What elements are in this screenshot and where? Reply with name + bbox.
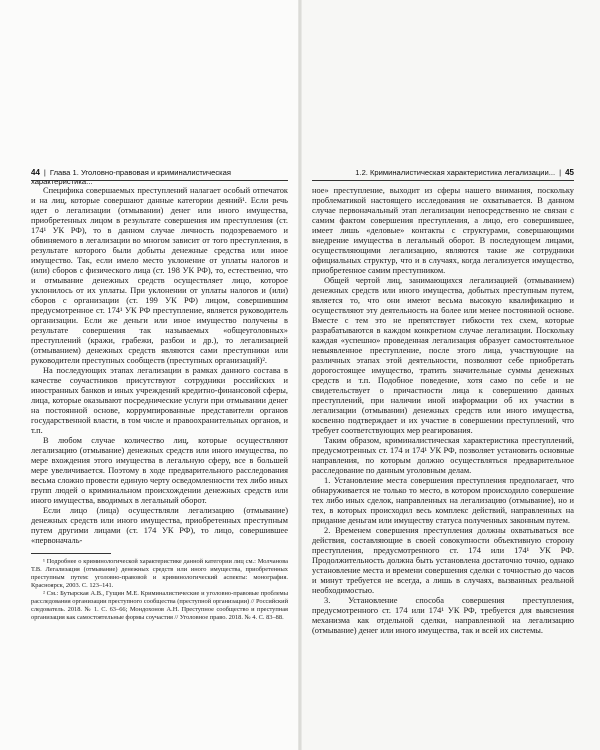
left-page-number: 44 <box>31 168 40 177</box>
paragraph: В любом случае количество лиц, которые осуществляют легализацию (отмывание) денежных средств или иного имущества, по мере вхождения этого имущества в легальную сферу, все в большей мере увеличивается. Поэтому в ходе предварительного расследования весьма сложно провести единую черту осведомленности тех либо иных групп людей о криминальном происхождении денежных средств или иного имущества, вводимых в легальный оборот. <box>31 436 288 505</box>
paragraph: 2. Временем совершения преступления должны охватываться все действия, составляющие в своей совокупности объективную сторону преступления, предусмотренного ст. 174 или 174¹ УК РФ. Продолжительность должна быть установлена достаточно точно, однако установление места и времени совершения сделки с точностью до часов и минут требуется не всегда, а лишь в случаях, вызванных реальной необходимостью. <box>312 526 574 595</box>
footnotes <box>31 558 288 622</box>
header-separator: | <box>559 168 562 177</box>
footnote-rule <box>31 553 111 554</box>
paragraph: Если лицо (лица) осуществляли легализацию (отмывание) денежных средств или иного имущества, приобретенных преступным путем другими лицами (ст. 174 УК РФ), то лицо, совершившее «первоначаль- <box>31 506 288 545</box>
book-gutter <box>298 0 302 750</box>
right-page-body <box>312 186 574 636</box>
right-header-rule <box>312 180 574 181</box>
right-page <box>300 0 600 750</box>
right-page-running-title: 1.2. Криминалистическая характеристика легализации... <box>355 168 556 177</box>
paragraph: 1. Установление места совершения преступления предполагает, что обнаруживается не только то место, в котором происходило совершение тех либо иных сделок, направленных на легализацию (отмывание), но и тех, в которых происходил весь комплекс действий, направленных на придание деньгам или имуществу статуса полученных законным путем. <box>312 476 574 525</box>
footnote: ² См.: Бутырская А.В., Гущин М.Е. Криминалистические и уголовно-правовые проблемы расследования организации преступного сообщества (преступной организации) // Российский следователь. 2018. № 1. С. 63–66; Мондохонов А.Н. Преступное сообщество и преступная организация как самостоятельные формы соучастия // Уголовное право. 2018. № 4. С. 83–88. <box>31 590 288 621</box>
left-header-rule <box>31 180 288 181</box>
paragraph: Специфика совершаемых преступлений налагает особый отпечаток и на лиц, которые совершают данные категории деяний¹. Если речь идет о легализации (отмывании) денег или иного имущества, приобретенных лицом в результате совершения им преступления (ст. 174¹ УК РФ), то в данном случае личность подозреваемого и обвиняемого в легализации во многом зависит от того преступления, в результате которого были добыты денежные средства или иное имущество. Так, если имело место уклонение от уплаты налогов и (или) сборов с физического лица (ст. 198 УК РФ), то, естественно, что и отмывание денежных средств осуществляет лицо, которое уклонилось от их уплаты. При уклонении от уплаты налогов и (или) сборов с организации (ст. 199 УК РФ) лицом, совершившим предусмотренное ст. 174¹ УК РФ преступление, является руководитель организации. Если же деньги или иное имущество получены в результате совершения так называемых «общеуголовных» преступлений (кражи, грабежи, разбои и др.), то легализацией (отмыванием) денежных средств являются сами преступники или руководители преступных сообществ (преступных организаций)². <box>31 186 288 365</box>
footnote: ¹ Подробнее о криминологической характеристике данной категории лиц см.: Молчанова Т.В. Легализация (отмывание) денежных средств или иного имущества, приобретенных преступным путем: уголовно-правовой и криминологический аспекты: монография. Красноярск, 2003. С. 123–141. <box>31 558 288 589</box>
paragraph: ное» преступление, выходит из сферы нашего внимания, поскольку проблематикой настоящего исследования не охватывается. В данном случае первоначальный этап легализации непосредственно не связан с самим фактом совершения преступления, а лицо, его совершившее, имеет лишь «деловые» контакты с структурами, совершающими внедрение имущества в легальный оборот. В последующем лицами, осуществляющими легализацию, являются такие же сотрудники официальных структур, что и в случаях, когда легализуется имущество, приобретенное самим преступником. <box>312 186 574 275</box>
right-page-number: 45 <box>565 168 574 177</box>
header-separator: | <box>43 168 46 177</box>
left-page-running-title: Глава 1. Уголовно-правовая и криминалистическая характеристика... <box>31 168 231 186</box>
paragraph: Общей чертой лиц, занимающихся легализацией (отмыванием) денежных средств или иного имущества, добытых преступным путем, является то, что они имеют весьма высокую квалификацию и осуществляют эту деятельность на более или менее постоянной основе. Вместе с тем это не препятствует гибкости тех схем, которые разрабатываются в каждом конкретном случае легализации. Поскольку каждая «успешно» проведенная легализация образует самостоятельное невыявленное преступление, после этого лица, участвующие на различных этапах этой деятельности, позволяют себе приобретать дорогостоящее имущество, тратить значительные суммы денежных средств и т.п. Подобное поведение, хотя само по себе и не свидетельствует о причастности лица к совершению данных преступлений, при наличии иной информации об их участии в легализации (отмывании) денежных средств или иного имущества, косвенно подтверждает и их участие в совершении преступлений, что требует соответствующих мер реагирования. <box>312 276 574 435</box>
paragraph: На последующих этапах легализации в рамках данного состава в качестве соучастников присутствуют сотрудники российских и иностранных банков и иных учреждений кредитно-финансовой сферы, лица, которые оказывают посреднические услуги при отмывании денег на постоянной основе, коррумпированные представители органов государственной власти, в том числе и правоохранительных органов, и т.п. <box>31 366 288 435</box>
paragraph: Таким образом, криминалистическая характеристика преступлений, предусмотренных ст. 174 и 174¹ УК РФ, позволяет установить основные направления, по которым должно осуществляться предварительное расследование по данным уголовным делам. <box>312 436 574 475</box>
paragraph: 3. Установление способа совершения преступления, предусмотренного ст. 174 или 174¹ УК РФ, требуется для выяснения механизма как отдельной сделки, направленной на легализацию (отмывание) денег или иного имущества, так и всей их системы. <box>312 596 574 635</box>
left-page-body <box>31 186 288 622</box>
